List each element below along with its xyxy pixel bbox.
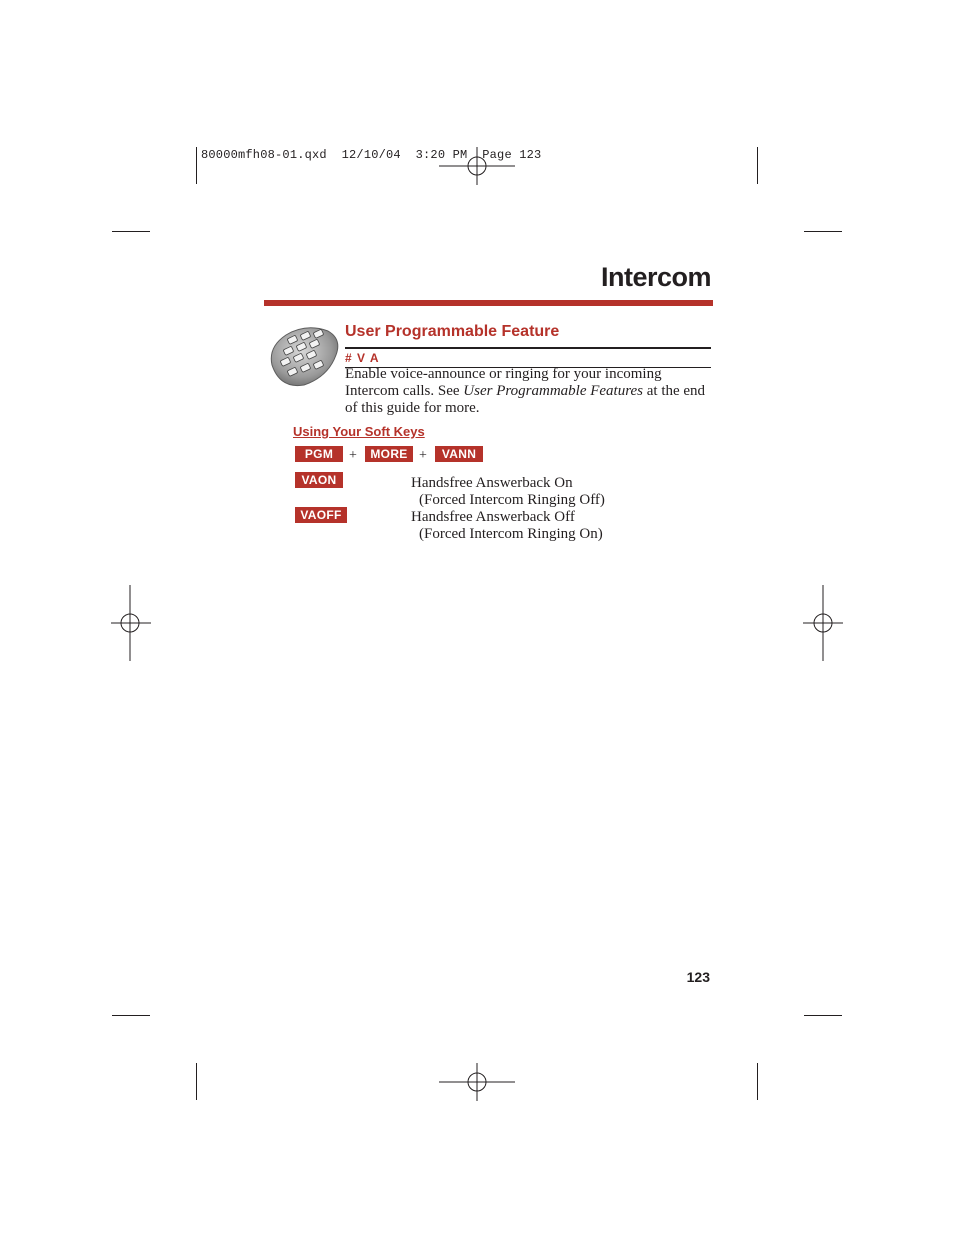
title-rule: [264, 300, 713, 306]
soft-key-vann[interactable]: VANN: [435, 446, 483, 462]
feature-description-text: Enable voice-announce or ringing for your incoming Intercom calls. See: [345, 366, 662, 399]
registration-mark-icon: [111, 585, 151, 661]
plus-sign: +: [419, 448, 427, 463]
soft-key-vaoff[interactable]: VAOFF: [295, 507, 347, 523]
printer-slug: 80000mfh08-01.qxd 12/10/04 3:20 PM Page 123: [201, 148, 542, 162]
feature-description: [345, 366, 715, 417]
feature-description-reference: User Programmable Features: [463, 383, 643, 399]
registration-mark-icon: [439, 147, 515, 185]
soft-keys-heading: Using Your Soft Keys: [293, 424, 425, 439]
feature-description-text-end: at the end of this guide for more.: [345, 383, 706, 416]
registration-mark-icon: [439, 1063, 515, 1101]
soft-key-vaon[interactable]: VAON: [295, 472, 343, 488]
page-title: Intercom: [600, 262, 711, 292]
feature-rule: [345, 347, 711, 349]
page-number: 123: [686, 969, 710, 985]
feature-code: # V A: [345, 351, 380, 365]
feature-title: User Programmable Feature: [345, 323, 560, 340]
option-vaoff-description: [411, 509, 603, 543]
option-vaoff-line1: Handsfree Answerback Off: [411, 509, 575, 525]
option-vaon-description: [411, 475, 605, 509]
option-vaon-line2: (Forced Intercom Ringing Off): [419, 492, 605, 508]
keypad-icon: [266, 325, 340, 387]
registration-mark-icon: [803, 585, 843, 661]
soft-key-more[interactable]: MORE: [365, 446, 413, 462]
option-vaoff-line2: (Forced Intercom Ringing On): [419, 526, 603, 542]
soft-key-pgm[interactable]: PGM: [295, 446, 343, 462]
option-vaon-line1: Handsfree Answerback On: [411, 475, 573, 491]
plus-sign: +: [349, 448, 357, 463]
